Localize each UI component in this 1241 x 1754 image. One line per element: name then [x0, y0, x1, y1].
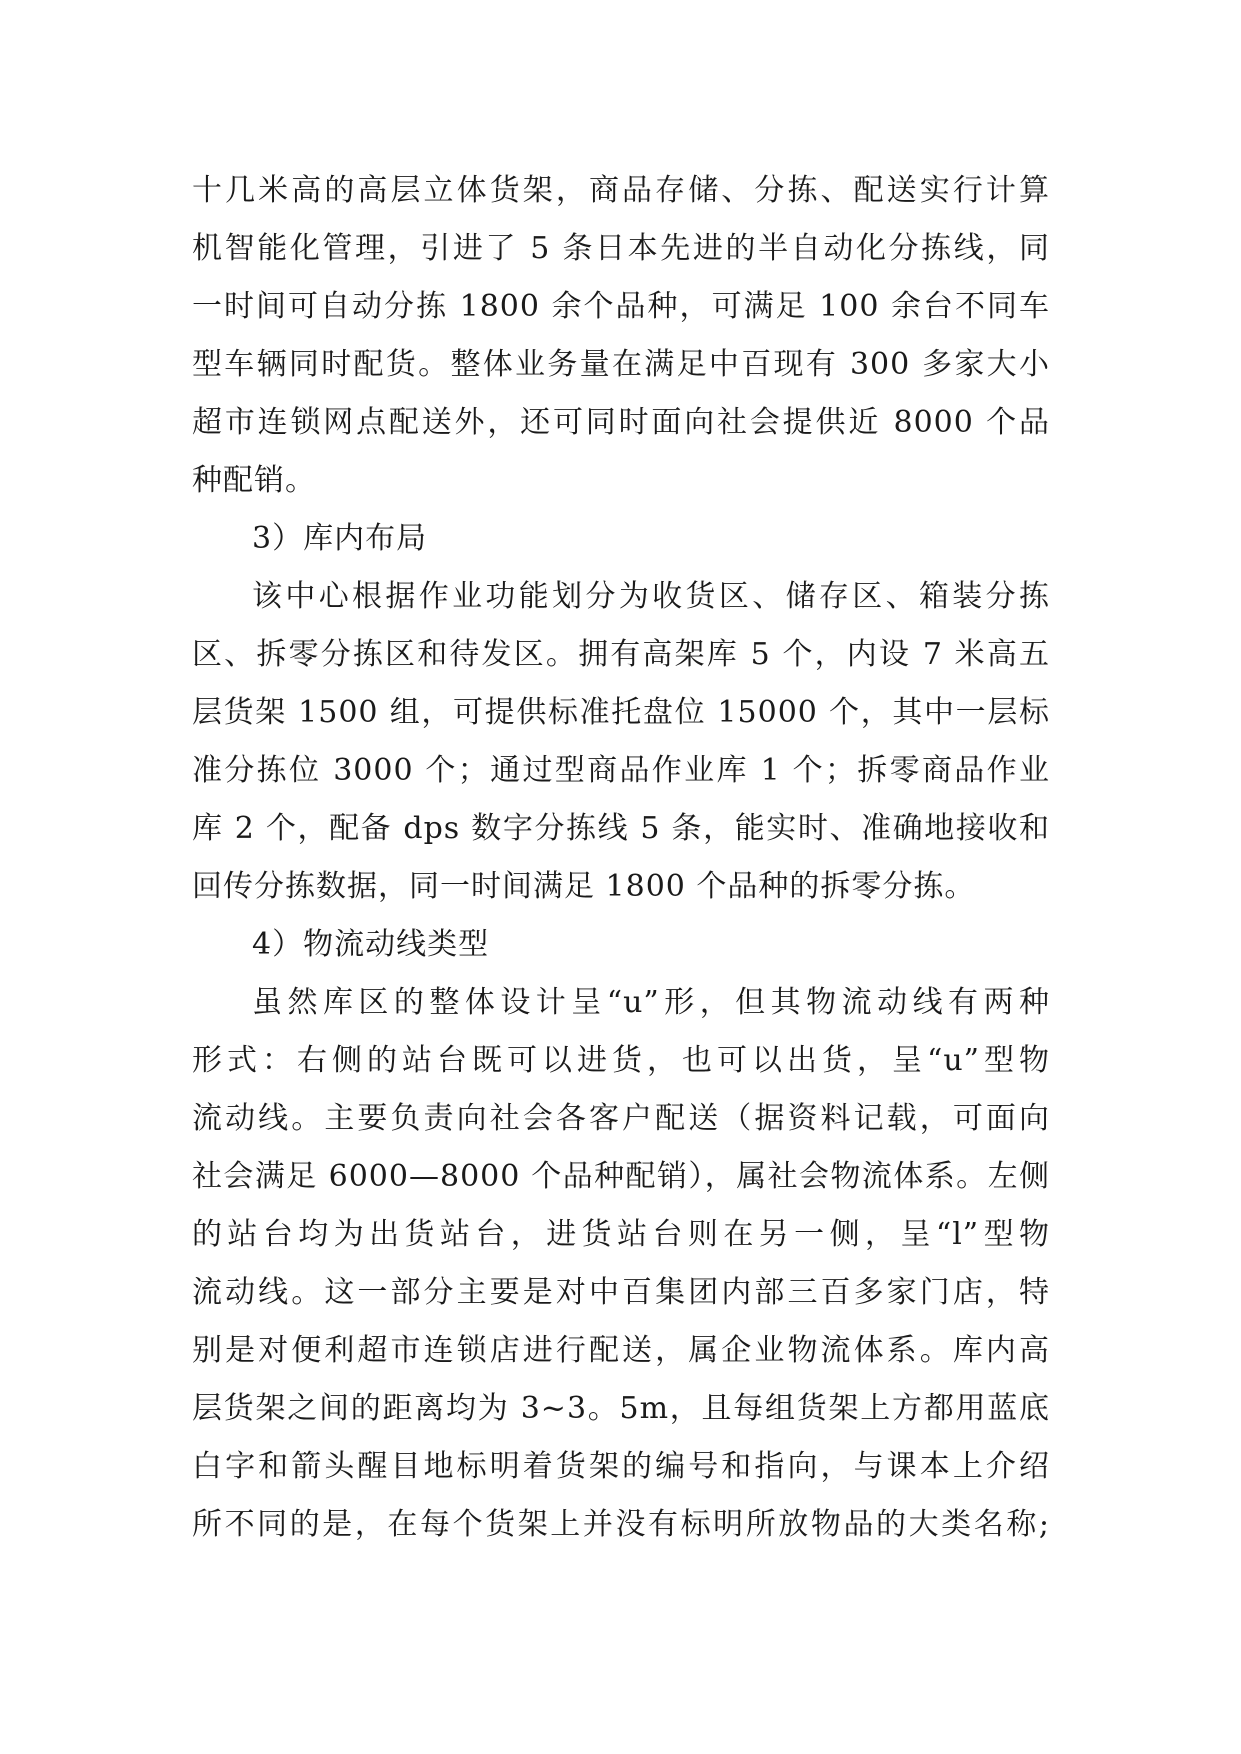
text-line: 层货架之间的距离均为 3~3。5m，且每组货架上方都用蓝底 [192, 1391, 1050, 1426]
text-line: 种配销。 [192, 463, 316, 498]
paragraph-flow-lines [192, 974, 1050, 1554]
text-line: 机智能化管理，引进了 5 条日本先进的半自动化分拣线，同 [192, 231, 1050, 266]
text-line: 一时间可自动分拣 1800 余个品种，可满足 100 余台不同车 [192, 289, 1050, 324]
text-line: 区、拆零分拣区和待发区。拥有高架库 5 个，内设 7 米高五 [192, 637, 1050, 672]
document-body [192, 162, 1050, 1554]
text-line: 白字和箭头醒目地标明着货架的编号和指向，与课本上介绍 [192, 1449, 1050, 1484]
text-line: 回传分拣数据，同一时间满足 1800 个品种的拆零分拣。 [192, 869, 976, 904]
text-line: 社会满足 6000—8000 个品种配销），属社会物流体系。左侧 [192, 1159, 1050, 1194]
text-line: 层货架 1500 组，可提供标准托盘位 15000 个，其中一层标 [192, 695, 1050, 730]
text-line: 所不同的是，在每个货架上并没有标明所放物品的大类名称; [192, 1507, 1050, 1542]
text-line: 超市连锁网点配送外，还可同时面向社会提供近 8000 个品 [192, 405, 1050, 440]
text-line: 的站台均为出货站台，进货站台则在另一侧，呈“l”型物 [192, 1217, 1050, 1252]
text-line: 流动线。这一部分主要是对中百集团内部三百多家门店，特 [192, 1275, 1050, 1310]
text-line: 库 2 个，配备 dps 数字分拣线 5 条，能实时、准确地接收和 [192, 811, 1050, 846]
text-line: 十几米高的高层立体货架，商品存储、分拣、配送实行计算 [192, 173, 1050, 208]
text-line: 该中心根据作业功能划分为收货区、储存区、箱装分拣 [252, 579, 1050, 614]
text-line: 形式：右侧的站台既可以进货，也可以出货，呈“u”型物 [192, 1043, 1050, 1078]
section-heading-flow-lines: 4）物流动线类型 [252, 927, 490, 962]
section-heading-layout: 3）库内布局 [252, 521, 428, 556]
text-line: 准分拣位 3000 个；通过型商品作业库 1 个；拆零商品作业 [192, 753, 1050, 788]
text-line: 型车辆同时配货。整体业务量在满足中百现有 300 多家大小 [192, 347, 1050, 382]
text-line: 别是对便利超市连锁店进行配送，属企业物流体系。库内高 [192, 1333, 1050, 1368]
text-line: 虽然库区的整体设计呈“u”形，但其物流动线有两种 [252, 985, 1050, 1020]
paragraph-warehouse-layout [192, 568, 1050, 916]
text-line: 流动线。主要负责向社会各客户配送（据资料记载，可面向 [192, 1101, 1050, 1136]
paragraph-warehouse-equipment [192, 162, 1050, 510]
